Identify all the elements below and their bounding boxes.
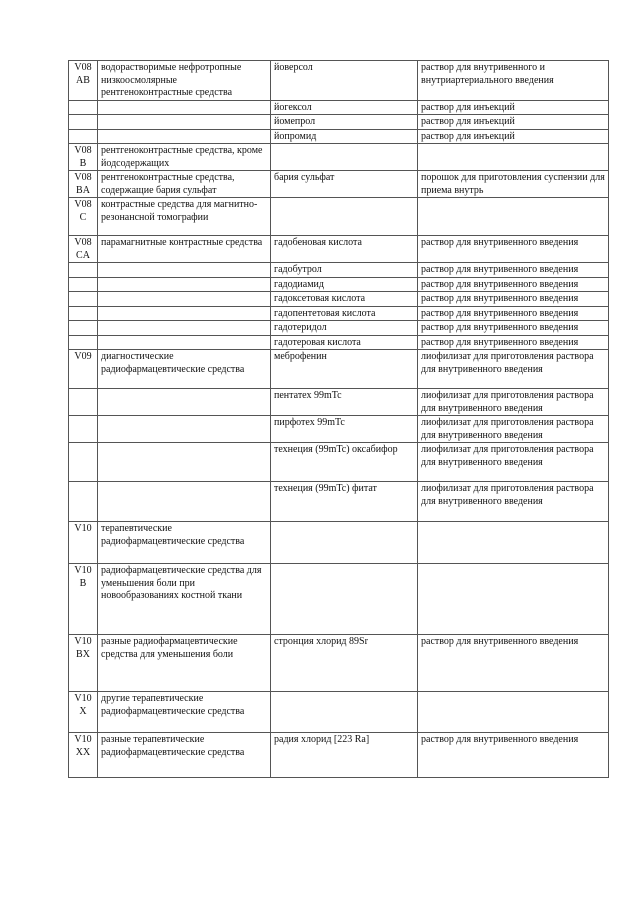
- group-name-cell: контрастные средства для магнитно-резонансной томографии: [98, 198, 271, 236]
- atc-code-cell: V09: [69, 350, 98, 389]
- dosage-form-cell: раствор для внутривенного введения: [418, 321, 609, 336]
- drug-name-cell: [271, 522, 418, 564]
- atc-code-cell: [69, 389, 98, 416]
- atc-code-cell: V10 B: [69, 564, 98, 635]
- dosage-form-cell: раствор для внутривенного введения: [418, 306, 609, 321]
- atc-code-cell: [69, 335, 98, 350]
- atc-code-cell: V10 XX: [69, 733, 98, 778]
- atc-code-cell: [69, 100, 98, 115]
- atc-code-cell: [69, 292, 98, 307]
- group-name-cell: [98, 443, 271, 482]
- table-row: [69, 263, 609, 278]
- table-row: [69, 144, 609, 171]
- atc-code-cell: V08 CA: [69, 236, 98, 263]
- atc-code-cell: [69, 277, 98, 292]
- drug-name-cell: гадоксетовая кислота: [271, 292, 418, 307]
- table-row: [69, 292, 609, 307]
- drug-name-cell: йоверсол: [271, 61, 418, 101]
- table-row: [69, 129, 609, 144]
- dosage-form-cell: раствор для внутривенного и внутриартериального введения: [418, 61, 609, 101]
- drug-name-cell: йомепрол: [271, 115, 418, 130]
- group-name-cell: разные радиофармацевтические средства для уменьшения боли: [98, 635, 271, 692]
- group-name-cell: [98, 482, 271, 522]
- dosage-form-cell: [418, 522, 609, 564]
- group-name-cell: [98, 129, 271, 144]
- drug-name-cell: технеция (99mTc) фитат: [271, 482, 418, 522]
- dosage-form-cell: раствор для инъекций: [418, 115, 609, 130]
- group-name-cell: разные терапевтические радиофармацевтические средства: [98, 733, 271, 778]
- atc-code-cell: V08 AB: [69, 61, 98, 101]
- drug-classification-table: [68, 60, 609, 778]
- dosage-form-cell: раствор для внутривенного введения: [418, 635, 609, 692]
- dosage-form-cell: лиофилизат для приготовления раствора для внутривенного введения: [418, 482, 609, 522]
- group-name-cell: парамагнитные контрастные средства: [98, 236, 271, 263]
- group-name-cell: [98, 335, 271, 350]
- dosage-form-cell: [418, 564, 609, 635]
- atc-code-cell: [69, 443, 98, 482]
- dosage-form-cell: [418, 692, 609, 733]
- atc-code-cell: V08 B: [69, 144, 98, 171]
- group-name-cell: радиофармацевтические средства для уменьшения боли при новообразованиях костной ткани: [98, 564, 271, 635]
- group-name-cell: терапевтические радиофармацевтические средства: [98, 522, 271, 564]
- table-row: [69, 335, 609, 350]
- group-name-cell: [98, 306, 271, 321]
- drug-name-cell: технеция (99mTc) оксабифор: [271, 443, 418, 482]
- group-name-cell: [98, 115, 271, 130]
- dosage-form-cell: раствор для внутривенного введения: [418, 335, 609, 350]
- dosage-form-cell: раствор для внутривенного введения: [418, 277, 609, 292]
- table-row: [69, 635, 609, 692]
- group-name-cell: [98, 416, 271, 443]
- group-name-cell: рентгеноконтрастные средства, кроме йодсодержащих: [98, 144, 271, 171]
- group-name-cell: рентгеноконтрастные средства, содержащие бария сульфат: [98, 171, 271, 198]
- group-name-cell: [98, 321, 271, 336]
- table-row: [69, 522, 609, 564]
- table-row: [69, 277, 609, 292]
- table-row: [69, 733, 609, 778]
- atc-code-cell: V08 C: [69, 198, 98, 236]
- atc-code-cell: [69, 416, 98, 443]
- drug-name-cell: [271, 564, 418, 635]
- drug-name-cell: гадобутрол: [271, 263, 418, 278]
- dosage-form-cell: раствор для инъекций: [418, 100, 609, 115]
- table-row: [69, 389, 609, 416]
- drug-name-cell: стронция хлорид 89Sr: [271, 635, 418, 692]
- atc-code-cell: [69, 115, 98, 130]
- drug-name-cell: гадодиамид: [271, 277, 418, 292]
- atc-code-cell: [69, 306, 98, 321]
- atc-code-cell: V10 BX: [69, 635, 98, 692]
- table-body: [69, 61, 609, 778]
- atc-code-cell: V10: [69, 522, 98, 564]
- dosage-form-cell: [418, 144, 609, 171]
- group-name-cell: [98, 263, 271, 278]
- table-row: [69, 692, 609, 733]
- drug-name-cell: йопромид: [271, 129, 418, 144]
- table-row: [69, 306, 609, 321]
- dosage-form-cell: раствор для внутривенного введения: [418, 263, 609, 278]
- atc-code-cell: V10 X: [69, 692, 98, 733]
- table-row: [69, 321, 609, 336]
- drug-name-cell: гадопентетовая кислота: [271, 306, 418, 321]
- group-name-cell: водорастворимые нефротропные низкоосмолярные рентгеноконтрастные средства: [98, 61, 271, 101]
- table-row: [69, 115, 609, 130]
- drug-name-cell: йогексол: [271, 100, 418, 115]
- drug-name-cell: пирфотех 99mTc: [271, 416, 418, 443]
- dosage-form-cell: раствор для инъекций: [418, 129, 609, 144]
- drug-name-cell: гадобеновая кислота: [271, 236, 418, 263]
- table-row: [69, 100, 609, 115]
- drug-name-cell: [271, 144, 418, 171]
- table-row: [69, 198, 609, 236]
- dosage-form-cell: лиофилизат для приготовления раствора для внутривенного введения: [418, 350, 609, 389]
- drug-name-cell: [271, 198, 418, 236]
- table-row: [69, 416, 609, 443]
- atc-code-cell: V08 BA: [69, 171, 98, 198]
- table-row: [69, 236, 609, 263]
- table-row: [69, 564, 609, 635]
- dosage-form-cell: раствор для внутривенного введения: [418, 292, 609, 307]
- group-name-cell: диагностические радиофармацевтические средства: [98, 350, 271, 389]
- atc-code-cell: [69, 482, 98, 522]
- drug-name-cell: гадотеровая кислота: [271, 335, 418, 350]
- dosage-form-cell: лиофилизат для приготовления раствора для внутривенного введения: [418, 389, 609, 416]
- dosage-form-cell: лиофилизат для приготовления раствора для внутривенного введения: [418, 443, 609, 482]
- table-row: [69, 443, 609, 482]
- dosage-form-cell: раствор для внутривенного введения: [418, 733, 609, 778]
- drug-name-cell: [271, 692, 418, 733]
- table-row: [69, 350, 609, 389]
- group-name-cell: [98, 277, 271, 292]
- group-name-cell: другие терапевтические радиофармацевтические средства: [98, 692, 271, 733]
- dosage-form-cell: порошок для приготовления суспензии для приема внутрь: [418, 171, 609, 198]
- dosage-form-cell: [418, 198, 609, 236]
- group-name-cell: [98, 389, 271, 416]
- atc-code-cell: [69, 129, 98, 144]
- dosage-form-cell: раствор для внутривенного введения: [418, 236, 609, 263]
- drug-name-cell: пентатех 99mTc: [271, 389, 418, 416]
- drug-name-cell: радия хлорид [223 Ra]: [271, 733, 418, 778]
- table-row: [69, 61, 609, 101]
- drug-name-cell: меброфенин: [271, 350, 418, 389]
- drug-name-cell: бария сульфат: [271, 171, 418, 198]
- atc-code-cell: [69, 263, 98, 278]
- group-name-cell: [98, 292, 271, 307]
- dosage-form-cell: лиофилизат для приготовления раствора для внутривенного введения: [418, 416, 609, 443]
- atc-code-cell: [69, 321, 98, 336]
- table-row: [69, 482, 609, 522]
- table-row: [69, 171, 609, 198]
- drug-name-cell: гадотеридол: [271, 321, 418, 336]
- group-name-cell: [98, 100, 271, 115]
